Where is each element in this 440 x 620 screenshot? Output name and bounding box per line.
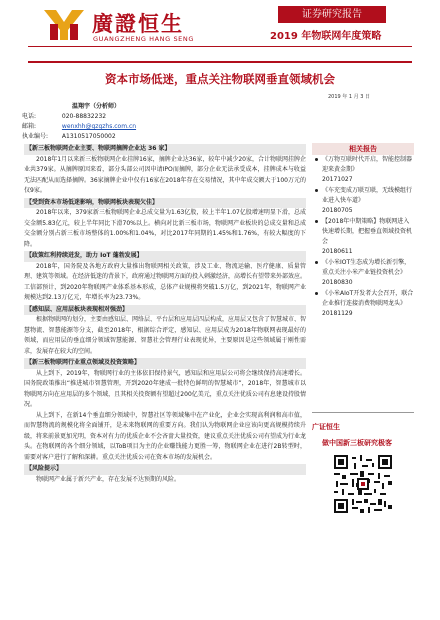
- related-report-item[interactable]: 《小米AIoT开发者大会召开，联合企业推行连接消费物联网龙头》: [312, 289, 414, 309]
- brand-name-en: GUANGZHENG HANG SENG: [93, 35, 194, 43]
- analyst-name: 温翔宇（分析师）: [72, 103, 121, 110]
- license-row: [22, 131, 116, 140]
- email-row: [22, 121, 136, 130]
- paragraph: 2018年，国务院及各地方政府大量推出物联网相关政策，涉及工业、物流运输、医疗健康、质量管理、建筑等领域。在经济低迷的背景下，政府通过物联网方面的投入刺激经济，高增长有望带来外部效应。工信部预计，到2020年物联网产业体系基本形成，总体产业规模将突破1.5万亿，到2021年，物联网产业规模达到2.13万亿元，年增长率为23.73%。: [24, 262, 307, 301]
- paragraph: 2018年1月以来新三板物联网企业挂牌16家，摘牌企业达36家，较年中减少20家，合计物联网挂牌企业共379家。从摘牌原因来看，部分头部公司因申请IPO而摘牌，部分企业无法承受成本，挂牌成本与收益无法匹配从而选择摘牌。36家摘牌企业中仅有16家在2018年存在交易情况，其中年成交额大于100万元的仅9家。: [24, 155, 306, 194]
- related-report-date: 20180611: [322, 248, 353, 255]
- main-content: [24, 143, 306, 485]
- company-logo-icon: [44, 10, 84, 40]
- section-heading: 【感知层、应用层板块表现相对强劲】: [24, 305, 306, 316]
- license-value: A1310517050002: [61, 133, 116, 140]
- related-report-date: 20181129: [322, 310, 353, 317]
- sidebar-header: 相关报告: [312, 143, 414, 155]
- report-date: 2019 年 1 月 3 日: [328, 94, 371, 100]
- report-type-badge: 证券研究报告: [278, 6, 386, 23]
- footer-slogan: 做中国新三板研究极客: [322, 439, 392, 447]
- phone-row: [22, 111, 106, 120]
- page-title: 资本市场低迷，重点关注物联网垂直领域机会: [105, 72, 335, 86]
- related-report-date: 20180705: [322, 207, 353, 214]
- related-report-date: 20180830: [322, 279, 353, 286]
- paragraph: 物联网产业属于新兴产业，存在发展不达预期的风险。: [36, 475, 181, 483]
- paragraph: 根据物联网的划分，主要由感知层、网络层、平台层和应用层四层构成，应用层又包含了智慧城市、智慧物流、智慧能源等分支，截至2018年，根据综合评定，感知层、应用层成为2018年物联网表现最好的领域，而应用层的垂直细分领域智慧能源、智慧社会管理行业表现优异，主要原因是这些领域属于刚性需求，发展存在较大的空间。: [24, 316, 307, 355]
- page-header: [0, 0, 440, 62]
- paragraph: 从上到下，在新14个垂直细分领域中，智慧社区等领域集中在产业化，企业会实现高利润和高市值，而智慧物流的规模化将全面铺开，是未来物联网的重要方向。我们认为物联网企业应该向更高规模持续升级，将来前景更加光明，资本对有力的优质企业不会吝啬大量投资，建议重点关注优质公司有望成为行业龙头。在物联网的各个细分领域，以ToB项目为主的企业赚钱能力更胜一筹，物联网企业在进行2B转型时，需要对客户进行了解和深耕。重点关注优质公司在资本市场的发展机会。: [24, 411, 307, 461]
- related-reports-sidebar: [312, 143, 414, 320]
- related-report-item[interactable]: 《车充变成万联互联，无线模组行业进入快车道》: [312, 186, 414, 206]
- related-report-date: 20171027: [322, 176, 353, 183]
- header-divider: [28, 46, 412, 47]
- section-heading: 【风险提示】: [24, 464, 306, 475]
- qr-code-icon: [334, 455, 392, 513]
- related-report-item[interactable]: 《万物互联时代开启，智能控制器迎来黄金期》: [312, 155, 414, 175]
- license-label: 执业编号:: [22, 133, 49, 140]
- header-divider-thick: [28, 61, 412, 63]
- related-report-item[interactable]: 【2018年中期策略】物联网进入快速增长期，把握垂直领域投资机会: [312, 217, 414, 247]
- paragraph: 从上到下，2019年，物联网行业的主体依旧保持景气，感知层和应用层公司将会继续保持高速增长。国务院政策推出“推进城市智慧管理，开到2020年建成一批特色鲜明的智慧城市”，2018年，智慧城市以物联网方向在应用层的多个领域，且其相关投资额有望超过200亿美元，重点关注优质公司有息建设持股情况。: [24, 369, 306, 408]
- email-link[interactable]: wenxhh@gzgzhs.com.cn: [61, 123, 137, 130]
- section-heading: 【新三板物联网企业主要、物联网摘牌企业达 36 家】: [24, 144, 306, 155]
- section-heading: 【受到资本市场低迷影响，物联网板块表现欠佳】: [24, 198, 306, 209]
- brand-name: 廣證恒生: [92, 12, 184, 36]
- paragraph: 2018年以来，379家新三板物联网企业总成交量为1.63亿股，较上半年1.07亿股增速明显下滑，总成交金额5.83亿元，较上半年同比下滑70%以上。横向对比新三板市场，物联网产业板块的总成交量和总成交金额分别占新三板市场整体的1.00%和1.04%，对比2017年同期的1.45%和1.76%，有较大幅度的下降。: [24, 209, 306, 248]
- sidebar-divider: [312, 412, 414, 413]
- section-heading: 【政策红利持续迸发，助力 IoT 蓬勃发展】: [24, 251, 306, 262]
- related-report-item[interactable]: 《小米IOT生态成为增长新引擎，重点关注小米产业链投资机会》: [312, 258, 414, 278]
- email-label: 邮箱:: [22, 123, 37, 130]
- footer-org: 广证恒生: [312, 423, 340, 431]
- phone-label: 电话:: [22, 113, 37, 120]
- report-subtitle: 2019 年物联网年度策略: [270, 31, 382, 42]
- section-heading: 【新三板物联网行业重点领域及投资策略】: [24, 358, 306, 369]
- phone-value: 020-88832232: [61, 113, 107, 120]
